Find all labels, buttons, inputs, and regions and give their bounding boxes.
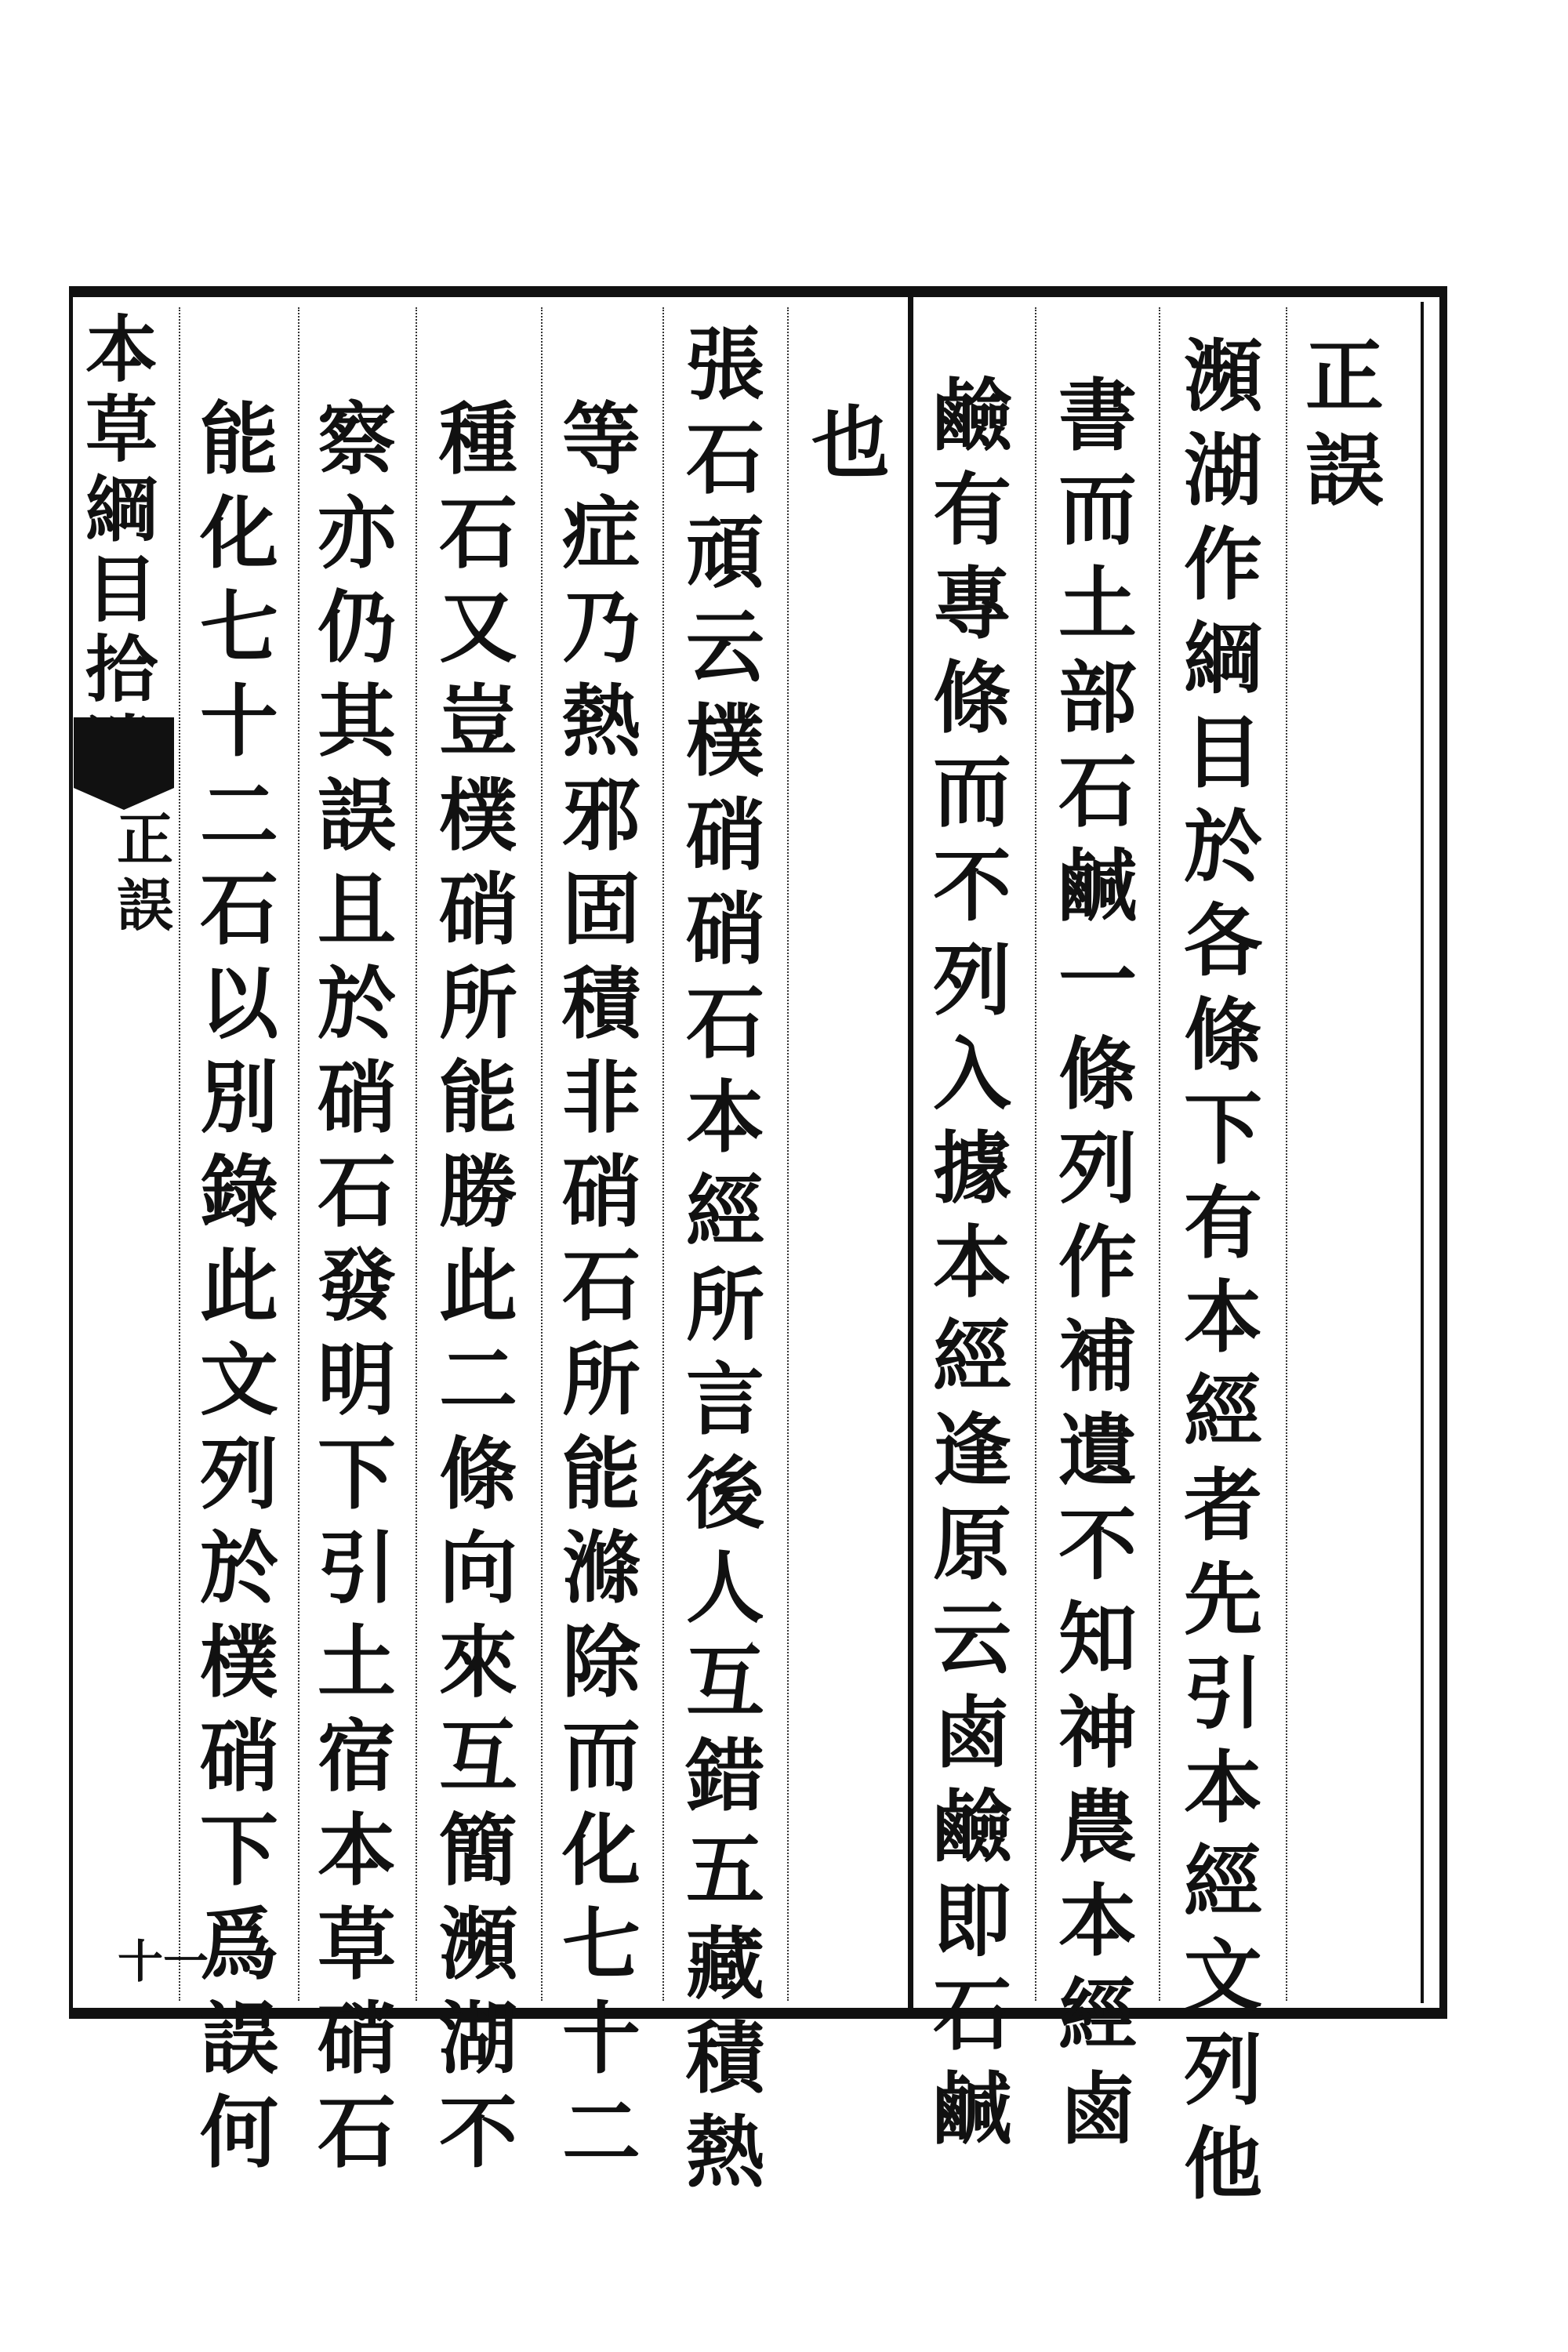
text-character: 誤 [200, 1992, 278, 2085]
text-character: 硝 [318, 1992, 396, 2085]
text-character: 此 [200, 1240, 278, 1332]
text-character: 五 [686, 1824, 764, 1916]
text-character: 云 [686, 601, 764, 693]
text-character: 據 [933, 1122, 1011, 1214]
text-character: 而 [562, 1710, 641, 1802]
text-character: 先 [1184, 1553, 1262, 1646]
text-character: 爲 [200, 1898, 278, 1991]
text-character: 簡 [439, 1804, 517, 1896]
folio-number: 十一 [118, 1935, 209, 1988]
text-character: 石 [686, 412, 764, 505]
text-character: 云 [933, 1592, 1011, 1685]
text-character: 於 [318, 957, 396, 1050]
text-character: 藏 [686, 1918, 764, 2010]
text-character: 言 [686, 1353, 764, 1446]
text-character: 於 [1184, 800, 1262, 893]
section-character: 誤 [116, 872, 173, 938]
title-character: 綱 [85, 467, 158, 552]
text-character: 來 [439, 1616, 517, 1708]
text-character: 作 [1184, 518, 1262, 611]
text-character: 正 [1305, 330, 1384, 423]
text-character: 誤 [1305, 424, 1384, 517]
text-character: 所 [686, 1259, 764, 1352]
title-character: 目 [85, 547, 158, 632]
text-character: 經 [1058, 1969, 1137, 2061]
text-character: 錯 [686, 1730, 764, 1822]
title-character: 拾 [85, 627, 158, 712]
text-character: 條 [1058, 1028, 1137, 1120]
text-column-8 [435, 393, 521, 2187]
text-character: 化 [562, 1804, 641, 1896]
text-character: 土 [318, 1616, 396, 1708]
text-character: 也 [811, 397, 890, 489]
text-character: 神 [1058, 1686, 1137, 1779]
text-character: 硝 [200, 1710, 278, 1802]
text-character: 鹹 [1058, 840, 1137, 932]
text-column-6 [682, 318, 768, 2207]
text-character: 七 [200, 581, 278, 673]
fish-tail-mark [74, 717, 174, 788]
text-character: 十 [562, 1992, 641, 2085]
text-character: 鹼 [933, 1780, 1011, 1873]
text-character: 固 [562, 863, 641, 956]
text-character: 本 [1184, 1271, 1262, 1363]
text-character: 所 [562, 1334, 641, 1426]
text-character: 豈 [439, 675, 517, 768]
text-character: 邪 [562, 769, 641, 862]
text-character: 一 [1058, 934, 1137, 1026]
text-character: 二 [439, 1334, 517, 1426]
text-character: 二 [562, 2086, 641, 2179]
text-character: 湖 [1184, 424, 1262, 517]
text-character: 後 [686, 1447, 764, 1540]
text-character: 不 [1058, 1498, 1137, 1591]
text-character: 文 [200, 1334, 278, 1426]
text-character: 石 [933, 1969, 1011, 2061]
title-character: 草 [85, 387, 158, 472]
text-character: 條 [1184, 989, 1262, 1081]
text-character: 石 [562, 1240, 641, 1332]
text-character: 硝 [562, 1145, 641, 1238]
text-character: 十 [200, 675, 278, 768]
text-character: 經 [686, 1165, 764, 1258]
text-character: 互 [686, 1635, 764, 1728]
text-column-7 [558, 393, 644, 2187]
text-column-3 [1054, 369, 1141, 2164]
text-character: 錄 [200, 1145, 278, 1238]
text-character: 土 [1058, 557, 1137, 650]
text-character: 鹼 [933, 369, 1011, 462]
text-character: 不 [439, 2086, 517, 2179]
text-character: 七 [562, 1898, 641, 1991]
text-character: 經 [933, 1310, 1011, 1403]
text-character: 乃 [562, 581, 641, 673]
text-character: 不 [933, 840, 1011, 932]
text-column-2 [1180, 330, 1266, 2219]
text-character: 瀕 [1184, 330, 1262, 423]
text-character: 補 [1058, 1310, 1137, 1403]
text-character: 經 [1184, 1365, 1262, 1457]
text-character: 鹵 [933, 1686, 1011, 1779]
column-rule [1159, 307, 1160, 2001]
text-character: 經 [1184, 1835, 1262, 1928]
text-character: 能 [439, 1051, 517, 1144]
text-character: 除 [562, 1616, 641, 1708]
column-rule [1035, 307, 1036, 2001]
text-character: 硝 [439, 863, 517, 956]
text-character: 頑 [686, 506, 764, 599]
text-character: 人 [686, 1541, 764, 1634]
text-character: 本 [686, 1071, 764, 1163]
text-character: 又 [439, 581, 517, 673]
text-character: 而 [933, 746, 1011, 838]
column-rule [298, 307, 299, 2001]
text-character: 作 [1058, 1216, 1137, 1308]
text-character: 且 [318, 863, 396, 956]
title-character: 本 [85, 307, 158, 392]
text-character: 石 [318, 1145, 396, 1238]
text-character: 鹵 [1058, 2063, 1137, 2155]
text-column-10 [196, 393, 282, 2187]
text-character: 張 [686, 318, 764, 411]
text-character: 硝 [686, 883, 764, 975]
text-character: 化 [200, 487, 278, 579]
text-character: 石 [318, 2086, 396, 2179]
text-character: 以 [200, 957, 278, 1050]
text-character: 互 [439, 1710, 517, 1802]
text-character: 仍 [318, 581, 396, 673]
text-character: 有 [1184, 1177, 1262, 1269]
text-character: 勝 [439, 1145, 517, 1238]
text-character: 逢 [933, 1404, 1011, 1497]
margin-section [114, 806, 176, 943]
text-character: 列 [1184, 2024, 1262, 2116]
text-character: 文 [1184, 1929, 1262, 2022]
column-rule [179, 307, 180, 2001]
text-character: 而 [1058, 463, 1137, 556]
text-character: 目 [1184, 706, 1262, 799]
text-character: 專 [933, 557, 1011, 650]
text-character: 引 [318, 1522, 396, 1614]
text-character: 所 [439, 957, 517, 1050]
text-character: 本 [1184, 1741, 1262, 1834]
text-character: 草 [318, 1898, 396, 1991]
text-character: 知 [1058, 1592, 1137, 1685]
text-character: 本 [933, 1216, 1011, 1308]
text-character: 條 [933, 652, 1011, 744]
text-character: 綱 [1184, 612, 1262, 705]
text-character: 亦 [318, 487, 396, 579]
border-inner-line [1421, 302, 1424, 2003]
text-character: 此 [439, 1240, 517, 1332]
column-rule [416, 307, 417, 2001]
column-rule [787, 307, 789, 2001]
text-character: 石 [200, 863, 278, 956]
text-column-9 [314, 393, 400, 2187]
text-character: 樸 [200, 1616, 278, 1708]
text-character: 本 [1058, 1875, 1137, 1967]
text-character: 石 [686, 977, 764, 1069]
text-character: 向 [439, 1522, 517, 1614]
text-character: 能 [562, 1428, 641, 1520]
text-character: 二 [200, 769, 278, 862]
text-column-4 [929, 369, 1015, 2164]
text-character: 積 [686, 2012, 764, 2104]
text-character: 下 [200, 1804, 278, 1896]
text-character: 即 [933, 1875, 1011, 1967]
section-character: 正 [116, 806, 173, 873]
text-character: 列 [933, 934, 1011, 1026]
text-character: 原 [933, 1498, 1011, 1591]
text-character: 樸 [439, 769, 517, 862]
column-rule [541, 307, 543, 2001]
text-character: 樸 [686, 695, 764, 787]
text-character: 列 [1058, 1122, 1137, 1214]
heavy-column-rule [908, 297, 913, 2008]
text-character: 等 [562, 393, 641, 485]
text-character: 條 [439, 1428, 517, 1520]
text-character: 發 [318, 1240, 396, 1332]
text-character: 積 [562, 957, 641, 1050]
text-character: 本 [318, 1804, 396, 1896]
text-character: 入 [933, 1028, 1011, 1120]
text-character: 硝 [686, 789, 764, 881]
text-character: 下 [318, 1428, 396, 1520]
text-character: 引 [1184, 1647, 1262, 1740]
text-character: 列 [200, 1428, 278, 1520]
text-character: 硝 [318, 1051, 396, 1144]
text-column-5 [808, 397, 894, 498]
text-character: 何 [200, 2086, 278, 2179]
text-character: 誤 [318, 769, 396, 862]
text-character: 明 [318, 1334, 396, 1426]
text-character: 非 [562, 1051, 641, 1144]
text-character: 遺 [1058, 1404, 1137, 1497]
text-character: 石 [439, 487, 517, 579]
text-character: 別 [200, 1051, 278, 1144]
text-column-1 [1301, 330, 1388, 525]
column-rule [1286, 307, 1287, 2001]
text-character: 熱 [562, 675, 641, 768]
text-character: 農 [1058, 1780, 1137, 1873]
text-character: 者 [1184, 1459, 1262, 1552]
text-character: 各 [1184, 895, 1262, 987]
column-rule [662, 307, 664, 2001]
text-character: 石 [1058, 746, 1137, 838]
text-character: 滌 [562, 1522, 641, 1614]
text-character: 宿 [318, 1710, 396, 1802]
text-character: 鹹 [933, 2063, 1011, 2155]
text-character: 能 [200, 393, 278, 485]
text-character: 湖 [439, 1992, 517, 2085]
text-character: 書 [1058, 369, 1137, 462]
text-character: 有 [933, 463, 1011, 556]
text-character: 其 [318, 675, 396, 768]
text-character: 下 [1184, 1083, 1262, 1175]
text-character: 他 [1184, 2118, 1262, 2210]
text-character: 瀕 [439, 1898, 517, 1991]
text-character: 症 [562, 487, 641, 579]
text-character: 察 [318, 393, 396, 485]
text-character: 熱 [686, 2106, 764, 2198]
text-character: 部 [1058, 652, 1137, 744]
text-character: 種 [439, 393, 517, 485]
text-character: 於 [200, 1522, 278, 1614]
